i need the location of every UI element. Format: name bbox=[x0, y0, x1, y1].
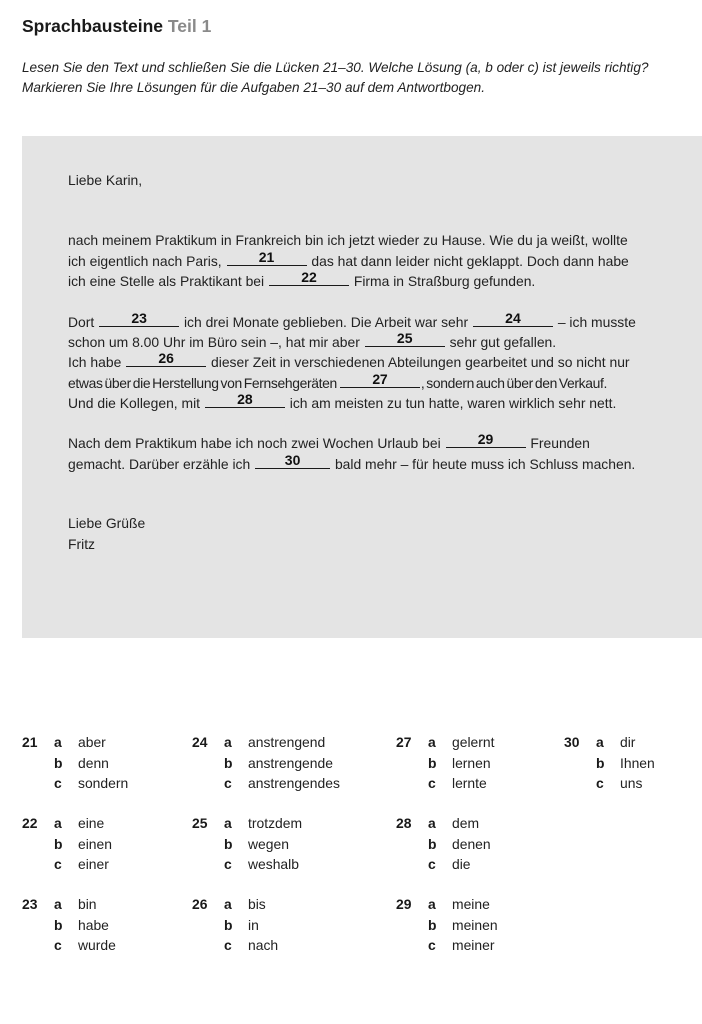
option-30-a[interactable]: dir bbox=[620, 734, 636, 750]
gap-23[interactable]: 23 bbox=[99, 313, 179, 327]
option-27-a[interactable]: gelernt bbox=[452, 734, 495, 750]
question-number: 28 bbox=[396, 815, 412, 831]
gap-29[interactable]: 29 bbox=[446, 434, 526, 448]
gap-28[interactable]: 28 bbox=[205, 394, 285, 408]
letter-box bbox=[22, 136, 702, 638]
title-main: Sprachbausteine bbox=[22, 16, 164, 36]
option-23-a[interactable]: bin bbox=[78, 896, 97, 912]
option-23-c[interactable]: wurde bbox=[78, 937, 116, 953]
gap-30[interactable]: 30 bbox=[255, 455, 330, 469]
option-26-b[interactable]: in bbox=[248, 916, 259, 933]
option-21-a[interactable]: aber bbox=[78, 734, 106, 750]
option-25-a[interactable]: trotzdem bbox=[248, 815, 303, 831]
option-group-27: 27 a gelernt b lernen c lernte bbox=[396, 734, 495, 791]
option-group-24: 24 a anstrengend b anstrengende c anstrengendes bbox=[192, 734, 340, 791]
question-number: 23 bbox=[22, 896, 38, 912]
option-group-25: 25 a trotzdem b wegen c weshalb bbox=[192, 815, 303, 872]
option-24-c[interactable]: anstrengendes bbox=[248, 775, 340, 791]
option-28-b[interactable]: denen bbox=[452, 835, 491, 852]
option-group-26: 26 a bis b in c nach bbox=[192, 896, 279, 953]
gap-26[interactable]: 26 bbox=[126, 353, 206, 367]
letter-line: schon um 8.00 Uhr im Büro sein –, hat mir aber 25 sehr gut gefallen. bbox=[68, 330, 557, 350]
question-number: 26 bbox=[192, 896, 208, 912]
letter-closing: Liebe Grüße bbox=[68, 515, 146, 531]
letter-line: Dort 23 ich drei Monate geblieben. Die Arbeit war sehr 24 – ich musste bbox=[68, 310, 636, 330]
gap-22[interactable]: 22 bbox=[269, 272, 349, 286]
question-number: 22 bbox=[22, 815, 38, 831]
page-title bbox=[22, 16, 211, 37]
option-27-c[interactable]: lernte bbox=[452, 775, 487, 791]
option-group-28: 28 a dem b denen c die bbox=[396, 815, 491, 872]
option-27-b[interactable]: lernen bbox=[452, 754, 491, 771]
option-22-c[interactable]: einer bbox=[78, 856, 109, 872]
question-number: 29 bbox=[396, 896, 412, 912]
option-29-a[interactable]: meine bbox=[452, 896, 490, 912]
option-group-21: 21 a aber b denn c sondern bbox=[22, 734, 129, 791]
option-22-b[interactable]: einen bbox=[78, 835, 112, 852]
instructions bbox=[22, 58, 648, 98]
gap-24[interactable]: 24 bbox=[473, 313, 553, 327]
letter-line: gemacht. Darüber erzähle ich 30 bald mehr – für heute muss ich Schluss machen. bbox=[68, 452, 636, 472]
letter-line: Nach dem Praktikum habe ich noch zwei Wochen Urlaub bei 29 Freunden bbox=[68, 431, 590, 451]
letter-line: etwas über die Herstellung von Fernsehgeräten 27 , sondern auch über den Verkauf. bbox=[68, 371, 608, 391]
letter-line: Ich habe 26 dieser Zeit in verschiedenen Abteilungen gearbeitet und so nicht nur bbox=[68, 350, 630, 370]
option-group-23: 23 a bin b habe c wurde bbox=[22, 896, 116, 953]
option-21-c[interactable]: sondern bbox=[78, 775, 129, 791]
question-number: 21 bbox=[22, 734, 38, 750]
letter-salutation: Liebe Karin, bbox=[68, 172, 143, 188]
option-30-c[interactable]: uns bbox=[620, 775, 643, 791]
option-29-c[interactable]: meiner bbox=[452, 937, 495, 953]
question-number: 25 bbox=[192, 815, 208, 831]
instructions-line-2: Markieren Sie Ihre Lösungen für die Aufgaben 21–30 auf dem Antwortbogen. bbox=[22, 80, 485, 95]
instructions-line-1: Lesen Sie den Text und schließen Sie die Lücken 21–30. Welche Lösung (a, b oder c) ist jeweils richtig? bbox=[22, 60, 649, 75]
title-part: Teil 1 bbox=[167, 16, 212, 36]
letter-line: ich eigentlich nach Paris, 21 das hat dann leider nicht geklappt. Doch dann habe bbox=[68, 249, 629, 269]
gap-27[interactable]: 27 bbox=[340, 374, 420, 388]
option-23-b[interactable]: habe bbox=[78, 916, 109, 933]
gap-25[interactable]: 25 bbox=[365, 333, 445, 347]
option-group-29: 29 a meine b meinen c meiner bbox=[396, 896, 498, 953]
option-24-a[interactable]: anstrengend bbox=[248, 734, 326, 750]
option-29-b[interactable]: meinen bbox=[452, 916, 498, 933]
question-number: 27 bbox=[396, 734, 412, 750]
gap-21[interactable]: 21 bbox=[227, 252, 307, 266]
letter-signature: Fritz bbox=[68, 536, 96, 552]
letter-line: Und die Kollegen, mit 28 ich am meisten zu tun hatte, waren wirklich sehr nett. bbox=[68, 391, 617, 411]
option-26-a[interactable]: bis bbox=[248, 896, 266, 912]
question-number: 30 bbox=[564, 734, 580, 750]
option-24-b[interactable]: anstrengende bbox=[248, 754, 333, 771]
question-number: 24 bbox=[192, 734, 208, 750]
letter-line: ich eine Stelle als Praktikant bei 22 Firma in Straßburg gefunden. bbox=[68, 269, 536, 289]
option-30-b[interactable]: Ihnen bbox=[620, 754, 655, 771]
option-22-a[interactable]: eine bbox=[78, 815, 105, 831]
letter-line: nach meinem Praktikum in Frankreich bin ich jetzt wieder zu Hause. Wie du ja weißt, wollte bbox=[68, 232, 628, 248]
option-group-30: 30 a dir b Ihnen c uns bbox=[564, 734, 655, 791]
option-28-a[interactable]: dem bbox=[452, 815, 480, 831]
option-group-22: 22 a eine b einen c einer bbox=[22, 815, 112, 872]
option-25-c[interactable]: weshalb bbox=[248, 856, 299, 872]
option-25-b[interactable]: wegen bbox=[248, 835, 289, 852]
option-28-c[interactable]: die bbox=[452, 856, 471, 872]
option-21-b[interactable]: denn bbox=[78, 754, 109, 771]
option-26-c[interactable]: nach bbox=[248, 937, 279, 953]
